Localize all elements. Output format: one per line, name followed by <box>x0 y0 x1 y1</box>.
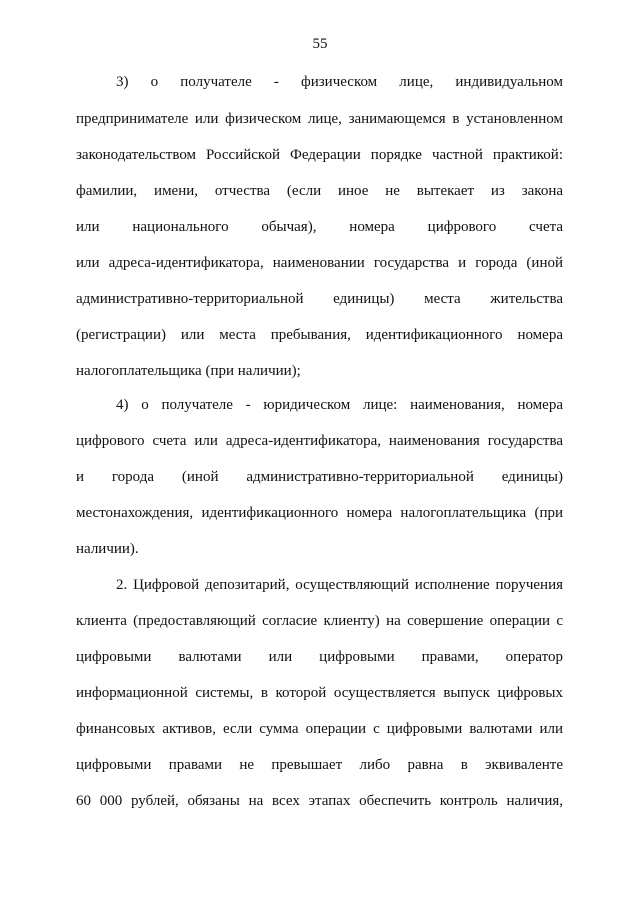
text-line: цифровыми правами не превышает либо равна в эквиваленте <box>76 757 563 773</box>
text-line: 2. Цифровой депозитарий, осуществляющий исполнение поручения <box>116 577 563 593</box>
text-line: 3) о получателе - физическом лице, индивидуальном <box>116 74 563 90</box>
text-line: налогоплательщика (при наличии); <box>76 363 301 379</box>
text-line: предпринимателе или физическом лице, занимающемся в установленном <box>76 111 563 127</box>
text-line: цифровыми валютами или цифровыми правами, оператор <box>76 649 563 665</box>
text-line: наличии). <box>76 541 139 557</box>
text-line: клиента (предоставляющий согласие клиенту) на совершение операции с <box>76 613 563 629</box>
text-line: информационной системы, в которой осуществляется выпуск цифровых <box>76 685 563 701</box>
text-line: (регистрации) или места пребывания, идентификационного номера <box>76 327 563 343</box>
text-line: цифрового счета или адреса-идентификатора, наименования государства <box>76 433 563 449</box>
text-line: финансовых активов, если сумма операции с цифровыми валютами или <box>76 721 563 737</box>
text-line: 60 000 рублей, обязаны на всех этапах обеспечить контроль наличия, <box>76 793 563 809</box>
text-line: или национального обычая), номера цифрового счета <box>76 219 563 235</box>
text-line: законодательством Российской Федерации порядке частной практикой: <box>76 147 563 163</box>
text-line: фамилии, имени, отчества (если иное не вытекает из закона <box>76 183 563 199</box>
text-line: 4) о получателе - юридическом лице: наименования, номера <box>116 397 563 413</box>
text-line: или адреса-идентификатора, наименовании государства и города (иной <box>76 255 563 271</box>
text-line: местонахождения, идентификационного номера налогоплательщика (при <box>76 505 563 521</box>
page-number: 55 <box>312 36 328 52</box>
text-line: административно-территориальной единицы) места жительства <box>76 291 563 307</box>
text-line: и города (иной административно-территориальной единицы) <box>76 469 563 485</box>
